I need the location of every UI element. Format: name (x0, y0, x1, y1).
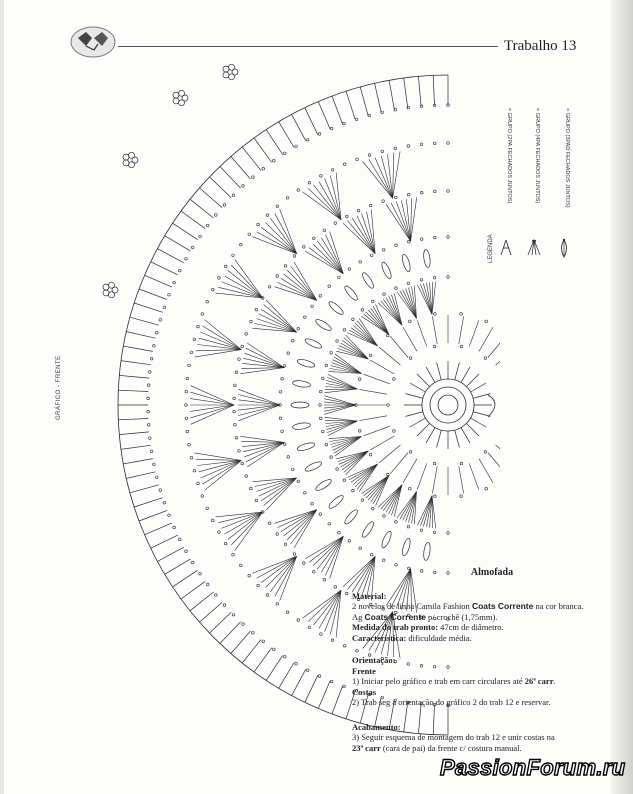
brand-name: Coats Corrente (471, 601, 534, 611)
finish-step-2: 23ª carr (cara de pai) da frente c/ costura manual. (352, 742, 522, 753)
legend-item-2: = GRUPO (4PA FECHADOS JUNTOS) (534, 108, 540, 204)
legend-title: LEGENDA (488, 234, 494, 263)
feature-line: Característica: dificuldade média. (352, 632, 472, 643)
legend-symbol-2pa-icon (498, 238, 514, 258)
front-step: 1) Iniciar pelo gráfico e trab em carr circulares até 26ª carr. (352, 676, 556, 686)
finish-step-1: 3) Seguir esquema de montagem do trab 12 e unir costas na (352, 732, 555, 742)
back-label: Costas (352, 686, 377, 697)
thumbnail-icon (68, 24, 118, 60)
page-right-edge (611, 0, 633, 794)
front-label: Frente (352, 665, 376, 676)
legend (488, 108, 588, 268)
watermark: PassionForum.ru (440, 755, 626, 780)
header-rule (118, 46, 498, 47)
legend-item-1: = GRUPO (2PA FECHADOS JUNTOS) (506, 108, 512, 204)
chart-side-label: GRÁFICO - FRENTE (56, 355, 62, 420)
finish-label: Acabamento: (352, 721, 401, 732)
material-label: Material: (352, 590, 387, 601)
brand-name: Coats Corrente (364, 611, 426, 622)
legend-symbol-3pad-icon (556, 238, 572, 260)
back-step: 2) Trab seg a orientação do gráfico 2 do trab 12 e reservar. (352, 697, 551, 707)
material-line-2: Ag Coats Corrente p/ crochê (1,75mm). (352, 611, 498, 622)
page-title: Trabalho 13 (504, 38, 577, 54)
orientation-label: Orientação: (352, 655, 396, 665)
page-left-edge (0, 0, 4, 794)
size-line: Medida do trab pronto: 47cm de diâmetro. (352, 622, 504, 632)
pattern-instructions (352, 568, 612, 753)
legend-symbol-4pa-icon (526, 238, 542, 258)
pattern-title: Almofada (470, 567, 514, 578)
material-line-1: 2 novelos de linha Camila Fashion Coats Corrente na cor branca. (352, 601, 584, 611)
legend-item-3: = GRUPO (3PAD FECHADOS JUNTOS) (564, 108, 570, 208)
